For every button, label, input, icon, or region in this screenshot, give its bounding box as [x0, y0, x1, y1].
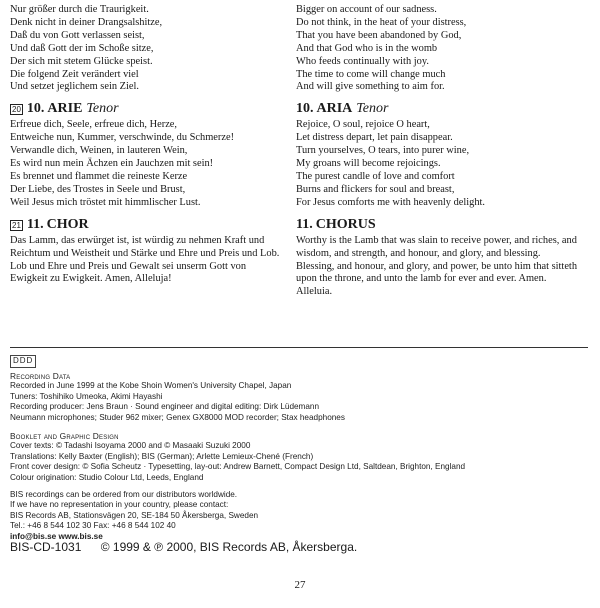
german-intro-line: Daß du von Gott verlassen seist,: [10, 29, 145, 41]
english-intro-line: The time to come will change much: [296, 68, 446, 80]
contact-line: info@bis.se www.bis.se: [10, 531, 103, 541]
copyright-notice: © 1999 & ℗ 2000, BIS Records AB, Åkersberga.: [100, 540, 358, 554]
german-intro-line: Nur größer durch die Traurigkeit.: [10, 4, 149, 15]
german-aria-line: Es brennet und flammet die reineste Kerze: [10, 170, 188, 182]
movement-title: ARIA: [316, 101, 353, 117]
booklet-design-heading: Booklet and Graphic Design: [10, 430, 119, 441]
english-chorus-paragraph: Worthy is the Lamb that was slain to receive power, and riches, and wisdom, and strength, and honour, and glory, and blessing. Blessing, and honour, and glory, and power, be unto him that sitteth upon the throne, and unto the lamb for ever and ever. Amen. Alleluia.: [296, 234, 578, 298]
english-intro-line: And will give something to aim for.: [296, 81, 445, 93]
german-chorus-paragraph: Das Lamm, das erwürget ist, ist würdig zu nehmen Kraft und Reichtum und Weistheit und Stärke und Ehre und Preis und Lob. Lob und Ehre und Preis und Gewalt sei unserm Gott von Ewigkeit zu Ewigkeit. Amen, Alleluja!: [10, 234, 280, 285]
german-chorus-text: [10, 235, 285, 287]
english-intro-line: Who feeds continually with joy.: [296, 55, 429, 67]
catalog-line: [10, 540, 357, 554]
booklet-line: Colour origination: Studio Colour Ltd, Leeds, England: [10, 472, 204, 482]
english-aria-line: For Jesus comforts me with heavenly delight.: [296, 196, 486, 208]
german-intro-line: Denk nicht in deiner Drangsalshitze,: [10, 16, 163, 28]
booklet-line: Translations: Kelly Baxter (English); BIS (German); Arlette Lemieux-Chené (French): [10, 451, 314, 461]
recording-line: Recorded in June 1999 at the Kobe Shoin Women's University Chapel, Japan: [10, 381, 292, 391]
german-intro-line: Und setzet jeglichem sein Ziel.: [10, 81, 139, 93]
movement-title: ARIE: [47, 101, 83, 117]
recording-line: Recording producer: Jens Braun · Sound engineer and digital editing: Dirk Lüdemann: [10, 402, 320, 412]
movement-voice: Tenor: [356, 101, 389, 117]
section-divider: [10, 347, 588, 348]
english-intro-line: Do not think, in the heat of your distress,: [296, 16, 467, 28]
recording-line: Neumann microphones; Studer 962 mixer; Genex GX8000 MOD recorder; Stax headphones: [10, 412, 345, 422]
english-chorus-text: [296, 235, 581, 300]
page-number: 27: [294, 579, 306, 591]
german-intro-line: Und daß Gott der im Schoße sitze,: [10, 42, 154, 54]
german-aria-line: Es wird nun mein Ächzen ein Jauchzen mit sein!: [10, 158, 214, 170]
english-aria-line: Rejoice, O soul, rejoice O heart,: [296, 119, 430, 131]
english-intro-line: That you have been abandoned by God,: [296, 29, 462, 41]
movement-number: 11.: [296, 216, 313, 232]
distribution-line: BIS recordings can be ordered from our distributors worldwide.: [10, 489, 238, 499]
german-aria-heading: [10, 101, 295, 118]
movement-number: 10.: [26, 101, 45, 117]
english-aria-line: Burns and flickers for soul and breast,: [296, 183, 455, 195]
english-aria-heading: [296, 101, 586, 118]
german-intro-line: Die folgend Zeit verändert viel: [10, 68, 139, 80]
german-chorus-heading: [10, 217, 295, 234]
credits-section: [10, 355, 590, 543]
booklet-line: Front cover design: © Sofia Scheutz · Typesetting, lay-out: Andrew Barnett, Compact Design Ltd, Saltdean, Brighton, England: [10, 462, 466, 472]
english-intro-line: Bigger on account of our sadness.: [296, 4, 437, 15]
distribution-line: BIS Records AB, Stationsvägen 20, SE-184 50 Åkersberga, Sweden: [10, 510, 259, 520]
catalog-number: BIS-CD-1031: [10, 540, 82, 554]
english-intro-line: And that God who is in the womb: [296, 42, 438, 54]
spacer: [10, 424, 590, 430]
english-column: [296, 4, 586, 299]
track-number-badge: 21: [12, 220, 21, 230]
recording-line: Tuners: Toshihiko Umeoka, Akimi Hayashi: [10, 391, 163, 401]
english-aria-line: Let distress depart, let pain disappear.: [296, 132, 453, 144]
ddd-badge: DDD: [10, 355, 36, 368]
german-aria-line: Weil Jesus mich tröstet mit himmlischer Lust.: [10, 196, 201, 208]
german-column: [10, 4, 295, 286]
booklet-line: Cover texts: © Tadashi Isoyama 2000 and © Masaaki Suzuki 2000: [10, 441, 251, 451]
german-aria-line: Verwandle dich, Weinen, in lauteren Wein,: [10, 145, 188, 157]
movement-title: CHOR: [46, 216, 89, 232]
english-aria-text: [296, 119, 586, 209]
german-intro: [10, 4, 295, 94]
german-aria-line: Der Liebe, des Trostes in Seele und Brust,: [10, 183, 186, 195]
distribution-line: Tel.: +46 8 544 102 30 Fax: +46 8 544 102 40: [10, 521, 176, 531]
german-aria-text: [10, 119, 295, 209]
german-aria-line: Erfreue dich, Seele, erfreue dich, Herze,: [10, 119, 178, 131]
recording-data-heading: Recording Data: [10, 370, 71, 381]
movement-number: 11.: [26, 216, 44, 232]
english-intro: [296, 4, 586, 94]
english-aria-line: The purest candle of love and comfort: [296, 170, 455, 182]
english-aria-line: My groans will become rejoicings.: [296, 158, 441, 170]
movement-number: 10.: [296, 101, 314, 117]
movement-voice: Tenor: [86, 101, 119, 117]
track-number-badge: 20: [12, 105, 21, 115]
distribution-line: If we have no representation in your country, please contact:: [10, 500, 229, 510]
german-aria-line: Entweiche nun, Kummer, verschwinde, du Schmerze!: [10, 132, 235, 144]
german-intro-line: Der sich mit stetem Glücke speist.: [10, 55, 153, 67]
movement-title: CHORUS: [315, 216, 376, 232]
english-chorus-heading: [296, 217, 586, 234]
english-aria-line: Turn yourselves, O tears, into purer wine,: [296, 145, 470, 157]
